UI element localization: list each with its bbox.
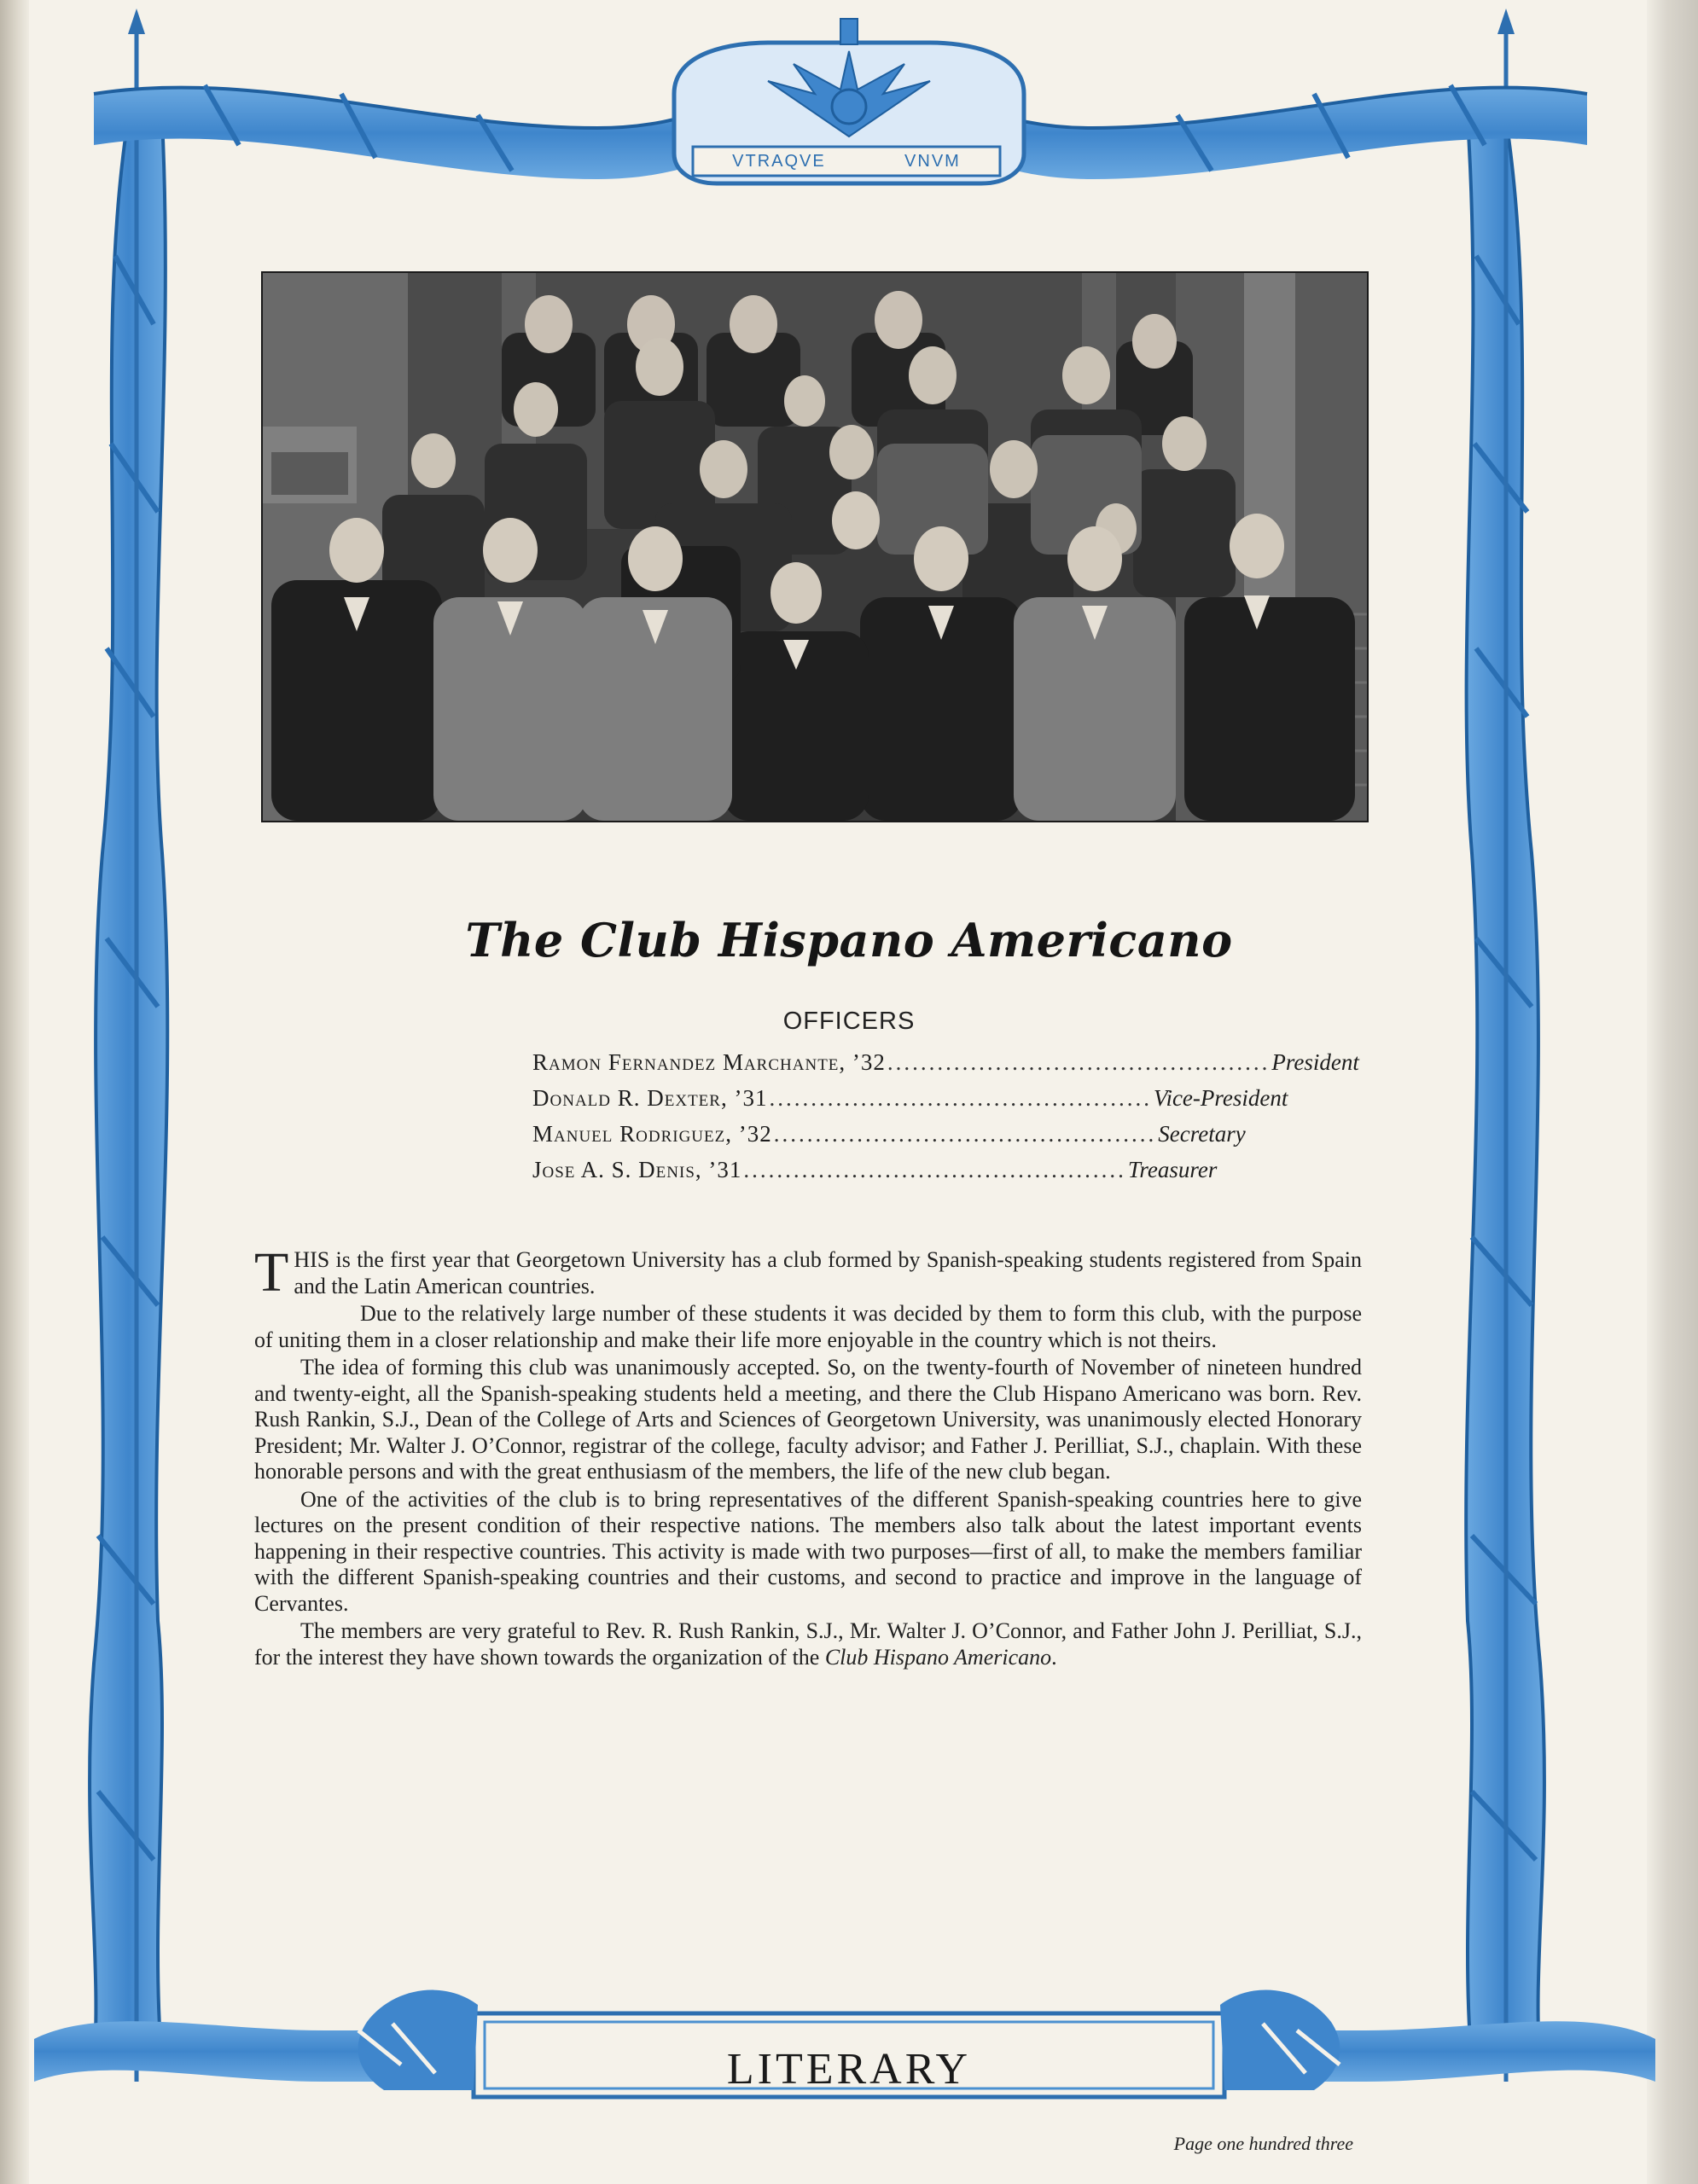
paragraph-1: [254, 1241, 1362, 1304]
club-name-italic: Club Hispano Americano: [824, 1644, 1052, 1670]
leader-dots: ..............................................: [743, 1157, 1126, 1182]
left-ribbon: [90, 9, 167, 2082]
page-title: The Club Hispano Americano: [465, 913, 1233, 967]
officers-heading: OFFICERS: [782, 1008, 916, 1035]
officer-role: President: [1271, 1049, 1359, 1075]
club-group-photo: [261, 271, 1369, 822]
officer-row: [532, 1157, 1218, 1193]
paragraph-5: [254, 1618, 1362, 1670]
motto-right: VNVM: [904, 151, 961, 171]
leader-dots: ..............................................: [773, 1121, 1157, 1147]
leader-dots: ..............................................: [769, 1085, 1152, 1111]
paragraph-4: One of the activities of the club is to bring representatives of the different Spanish-speaking countries here to give lectures on the present condition of their respective nations. The members also talk about the latest important events happening in their respective countries. This activity is made with two purposes—first of all, to make the members familiar with the different Spanish-speaking countries and their customs, and second to practice and improve in the language of Cervantes.: [254, 1486, 1362, 1616]
paragraph-5-text: The members are very grateful to Rev. R. Rush Rankin, S.J., Mr. Walter J. O’Connor, and Father John J. Perilliat, S.J., for the interest they have shown towards the organization of the: [254, 1618, 1362, 1670]
paragraph-3: The idea of forming this club was unanimously accepted. So, on the twenty-fourth of November of nineteen hundred and twenty-eight, all the Spanish-speaking students held a meeting, and there the Club Hispano Americano was born. Rev. Rush Rankin, S.J., Dean of the College of Arts and Sciences of Georgetown University, was unanimously elected Honorary President; Mr. Walter J. O’Connor, registrar of the college, faculty advisor; and Father J. Perilliat, S.J., chaplain. With these honorable persons and with the great enthusiasm of the members, the life of the new club began.: [254, 1355, 1362, 1484]
officer-role: Secretary: [1158, 1121, 1246, 1147]
group-photo-image: [263, 273, 1367, 821]
officer-row: [532, 1121, 1246, 1157]
leader-dots: ..............................................: [887, 1049, 1271, 1075]
paragraph-5-end: .: [1051, 1644, 1057, 1670]
officer-role: Treasurer: [1127, 1157, 1218, 1182]
officer-row: [532, 1085, 1288, 1121]
article-body: [254, 1241, 1362, 1672]
officer-name: Donald R. Dexter, ’31: [532, 1085, 768, 1111]
officer-name: Ramon Fernandez Marchante, ’32: [532, 1049, 886, 1075]
officer-name: Manuel Rodriguez, ’32: [532, 1121, 772, 1147]
officers-list: [532, 1049, 1359, 1193]
drop-cap: T: [254, 1241, 289, 1304]
paragraph-1-text: HIS is the first year that Georgetown University has a club formed by Spanish-speaking students registered from Spain and the Latin American countries.: [294, 1247, 1362, 1298]
paragraph-2: Due to the relatively large number of these students it was decided by them to form this club, with the purpose of uniting them in a closer relationship and make their life more enjoyable in the country which is not theirs.: [254, 1301, 1362, 1352]
crest-motto: [693, 147, 1000, 176]
officer-role: Vice-President: [1153, 1085, 1288, 1111]
officer-name: Jose A. S. Denis, ’31: [532, 1157, 742, 1182]
right-ribbon: [1466, 9, 1544, 2082]
motto-left: VTRAQVE: [732, 151, 826, 171]
section-label: LITERARY: [726, 2045, 972, 2094]
officer-row: [532, 1049, 1359, 1085]
page-number: Page one hundred three: [1173, 2133, 1353, 2154]
